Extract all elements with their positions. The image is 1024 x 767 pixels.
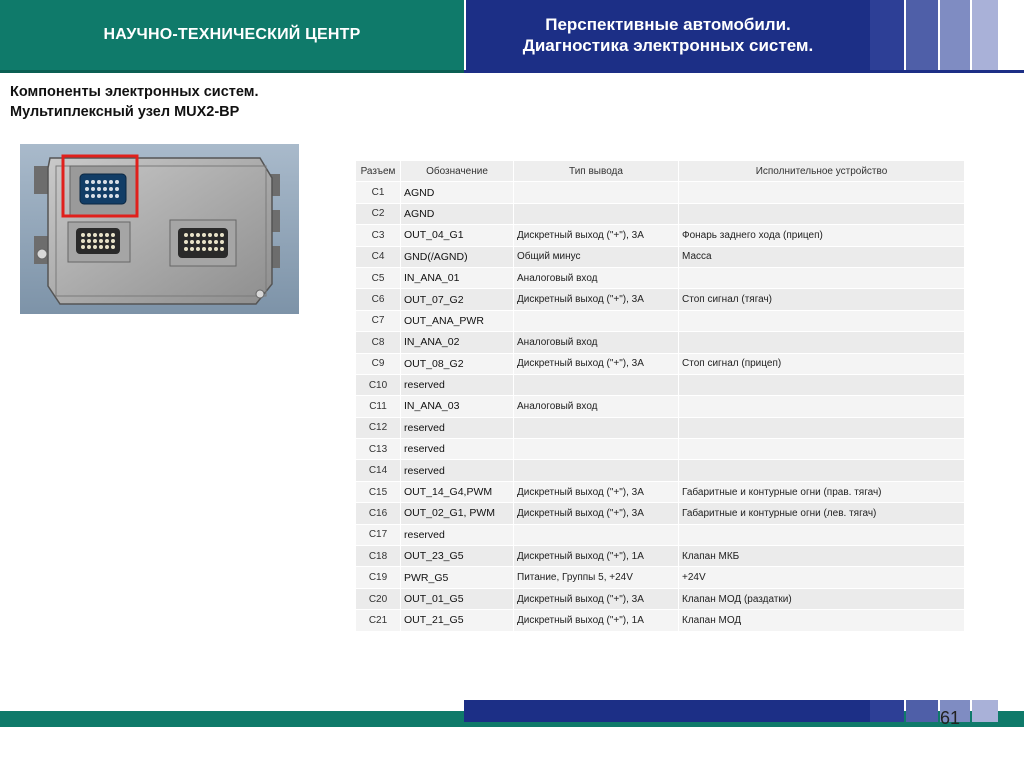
cell-connector: C16: [356, 503, 401, 524]
course-title-line1: Перспективные автомобили.: [545, 15, 791, 34]
cell-connector: C8: [356, 332, 401, 353]
cell-pin-type: [514, 460, 679, 481]
cell-actuator: [679, 417, 965, 438]
cell-connector: C13: [356, 439, 401, 460]
cell-actuator: [679, 203, 965, 224]
cell-designation: OUT_ANA_PWR: [401, 310, 514, 331]
cell-designation: OUT_08_G2: [401, 353, 514, 374]
cell-pin-type: Дискретный выход ("+"), 1А: [514, 546, 679, 567]
cell-actuator: Габаритные и контурные огни (прав. тягач): [679, 481, 965, 502]
decor-square: [906, 0, 938, 70]
cell-pin-type: [514, 524, 679, 545]
mux-device-photo: [20, 144, 299, 314]
decor-square: [972, 700, 998, 722]
cell-designation: OUT_21_G5: [401, 610, 514, 631]
table-row: [356, 289, 965, 310]
cell-designation: OUT_23_G5: [401, 546, 514, 567]
header-underline: [464, 70, 1024, 73]
cell-actuator: Клапан МОД: [679, 610, 965, 631]
cell-pin-type: Аналоговый вход: [514, 267, 679, 288]
table-row: [356, 546, 965, 567]
decor-square: [870, 700, 904, 722]
cell-connector: C17: [356, 524, 401, 545]
table-row: [356, 524, 965, 545]
cell-designation: reserved: [401, 417, 514, 438]
cell-designation: IN_ANA_03: [401, 396, 514, 417]
subtitle-line2: Мультиплексный узел MUX2-BP: [10, 104, 240, 120]
cell-pin-type: [514, 417, 679, 438]
cell-actuator: Стоп сигнал (прицеп): [679, 353, 965, 374]
table-row: [356, 481, 965, 502]
cell-pin-type: Дискретный выход ("+"), 3А: [514, 481, 679, 502]
cell-designation: reserved: [401, 374, 514, 395]
table-row: [356, 332, 965, 353]
table-row: [356, 503, 965, 524]
pinout-table: [355, 160, 965, 632]
decor-square: [906, 700, 938, 722]
cell-pin-type: Дискретный выход ("+"), 3А: [514, 503, 679, 524]
table-row: [356, 567, 965, 588]
table-row: [356, 182, 965, 203]
table-row: [356, 610, 965, 631]
cell-designation: OUT_07_G2: [401, 289, 514, 310]
cell-designation: OUT_04_G1: [401, 225, 514, 246]
cell-designation: OUT_01_G5: [401, 588, 514, 609]
table-row: [356, 225, 965, 246]
cell-actuator: [679, 439, 965, 460]
cell-connector: C18: [356, 546, 401, 567]
decor-square: [870, 0, 904, 70]
cell-actuator: [679, 524, 965, 545]
cell-actuator: +24V: [679, 567, 965, 588]
cell-actuator: Клапан МОД (раздатки): [679, 588, 965, 609]
table-row: [356, 417, 965, 438]
cell-designation: IN_ANA_02: [401, 332, 514, 353]
table-row: [356, 374, 965, 395]
cell-actuator: Фонарь заднего хода (прицеп): [679, 225, 965, 246]
cell-designation: AGND: [401, 182, 514, 203]
cell-pin-type: [514, 203, 679, 224]
org-title: НАУЧНО-ТЕХНИЧЕСКИЙ ЦЕНТР: [103, 26, 361, 43]
subtitle-line1: Компоненты электронных систем.: [10, 84, 259, 100]
cell-pin-type: Дискретный выход ("+"), 3А: [514, 353, 679, 374]
cell-pin-type: Дискретный выход ("+"), 3А: [514, 289, 679, 310]
decor-square: [940, 0, 970, 70]
cell-designation: GND(/AGND): [401, 246, 514, 267]
table-row: [356, 310, 965, 331]
cell-connector: C5: [356, 267, 401, 288]
cell-actuator: [679, 374, 965, 395]
cell-designation: AGND: [401, 203, 514, 224]
cell-connector: C12: [356, 417, 401, 438]
pinout-table-body: [356, 182, 965, 631]
cell-pin-type: Аналоговый вход: [514, 396, 679, 417]
col-header-designation: Обозначение: [401, 161, 514, 182]
cell-actuator: Стоп сигнал (тягач): [679, 289, 965, 310]
header-course-banner: [464, 0, 870, 70]
table-row: [356, 588, 965, 609]
cell-connector: C15: [356, 481, 401, 502]
table-row: [356, 203, 965, 224]
cell-connector: C1: [356, 182, 401, 203]
col-header-actuator: Исполнительное устройство: [679, 161, 965, 182]
cell-connector: C10: [356, 374, 401, 395]
cell-actuator: Габаритные и контурные огни (лев. тягач): [679, 503, 965, 524]
header-org-banner: [0, 0, 464, 73]
cell-connector: C14: [356, 460, 401, 481]
cell-designation: IN_ANA_01: [401, 267, 514, 288]
cell-connector: C20: [356, 588, 401, 609]
cell-actuator: [679, 267, 965, 288]
col-header-connector: Разъем: [356, 161, 401, 182]
cell-connector: C4: [356, 246, 401, 267]
table-row: [356, 460, 965, 481]
cell-pin-type: Питание, Группы 5, +24V: [514, 567, 679, 588]
table-row: [356, 246, 965, 267]
cell-designation: PWR_G5: [401, 567, 514, 588]
table-row: [356, 396, 965, 417]
course-title-line2: Диагностика электронных систем.: [522, 36, 814, 55]
col-header-pin-type: Тип вывода: [514, 161, 679, 182]
table-row: [356, 439, 965, 460]
table-row: [356, 353, 965, 374]
cell-connector: C2: [356, 203, 401, 224]
cell-connector: C19: [356, 567, 401, 588]
footer-blue-bar: [464, 700, 870, 722]
cell-actuator: Клапан МКБ: [679, 546, 965, 567]
cell-connector: C9: [356, 353, 401, 374]
cell-actuator: [679, 332, 965, 353]
slide-subtitle: [10, 82, 259, 122]
cell-actuator: Масса: [679, 246, 965, 267]
cell-connector: C3: [356, 225, 401, 246]
cell-pin-type: Дискретный выход ("+"), 3А: [514, 225, 679, 246]
cell-actuator: [679, 182, 965, 203]
cell-actuator: [679, 460, 965, 481]
cell-designation: reserved: [401, 460, 514, 481]
mux-device-illustration: [20, 144, 299, 314]
cell-actuator: [679, 396, 965, 417]
cell-pin-type: [514, 374, 679, 395]
table-header-row: [356, 161, 965, 182]
cell-connector: C6: [356, 289, 401, 310]
cell-connector: C21: [356, 610, 401, 631]
cell-pin-type: Общий минус: [514, 246, 679, 267]
cell-designation: reserved: [401, 439, 514, 460]
cell-pin-type: Дискретный выход ("+"), 3А: [514, 588, 679, 609]
page-number: 61: [940, 708, 961, 728]
cell-connector: C11: [356, 396, 401, 417]
cell-designation: reserved: [401, 524, 514, 545]
cell-actuator: [679, 310, 965, 331]
cell-designation: OUT_02_G1, PWM: [401, 503, 514, 524]
cell-pin-type: [514, 310, 679, 331]
cell-pin-type: Дискретный выход ("+"), 1А: [514, 610, 679, 631]
cell-pin-type: Аналоговый вход: [514, 332, 679, 353]
cell-pin-type: [514, 182, 679, 203]
cell-pin-type: [514, 439, 679, 460]
cell-designation: OUT_14_G4,PWM: [401, 481, 514, 502]
table-row: [356, 267, 965, 288]
decor-square: [972, 0, 998, 70]
cell-connector: C7: [356, 310, 401, 331]
